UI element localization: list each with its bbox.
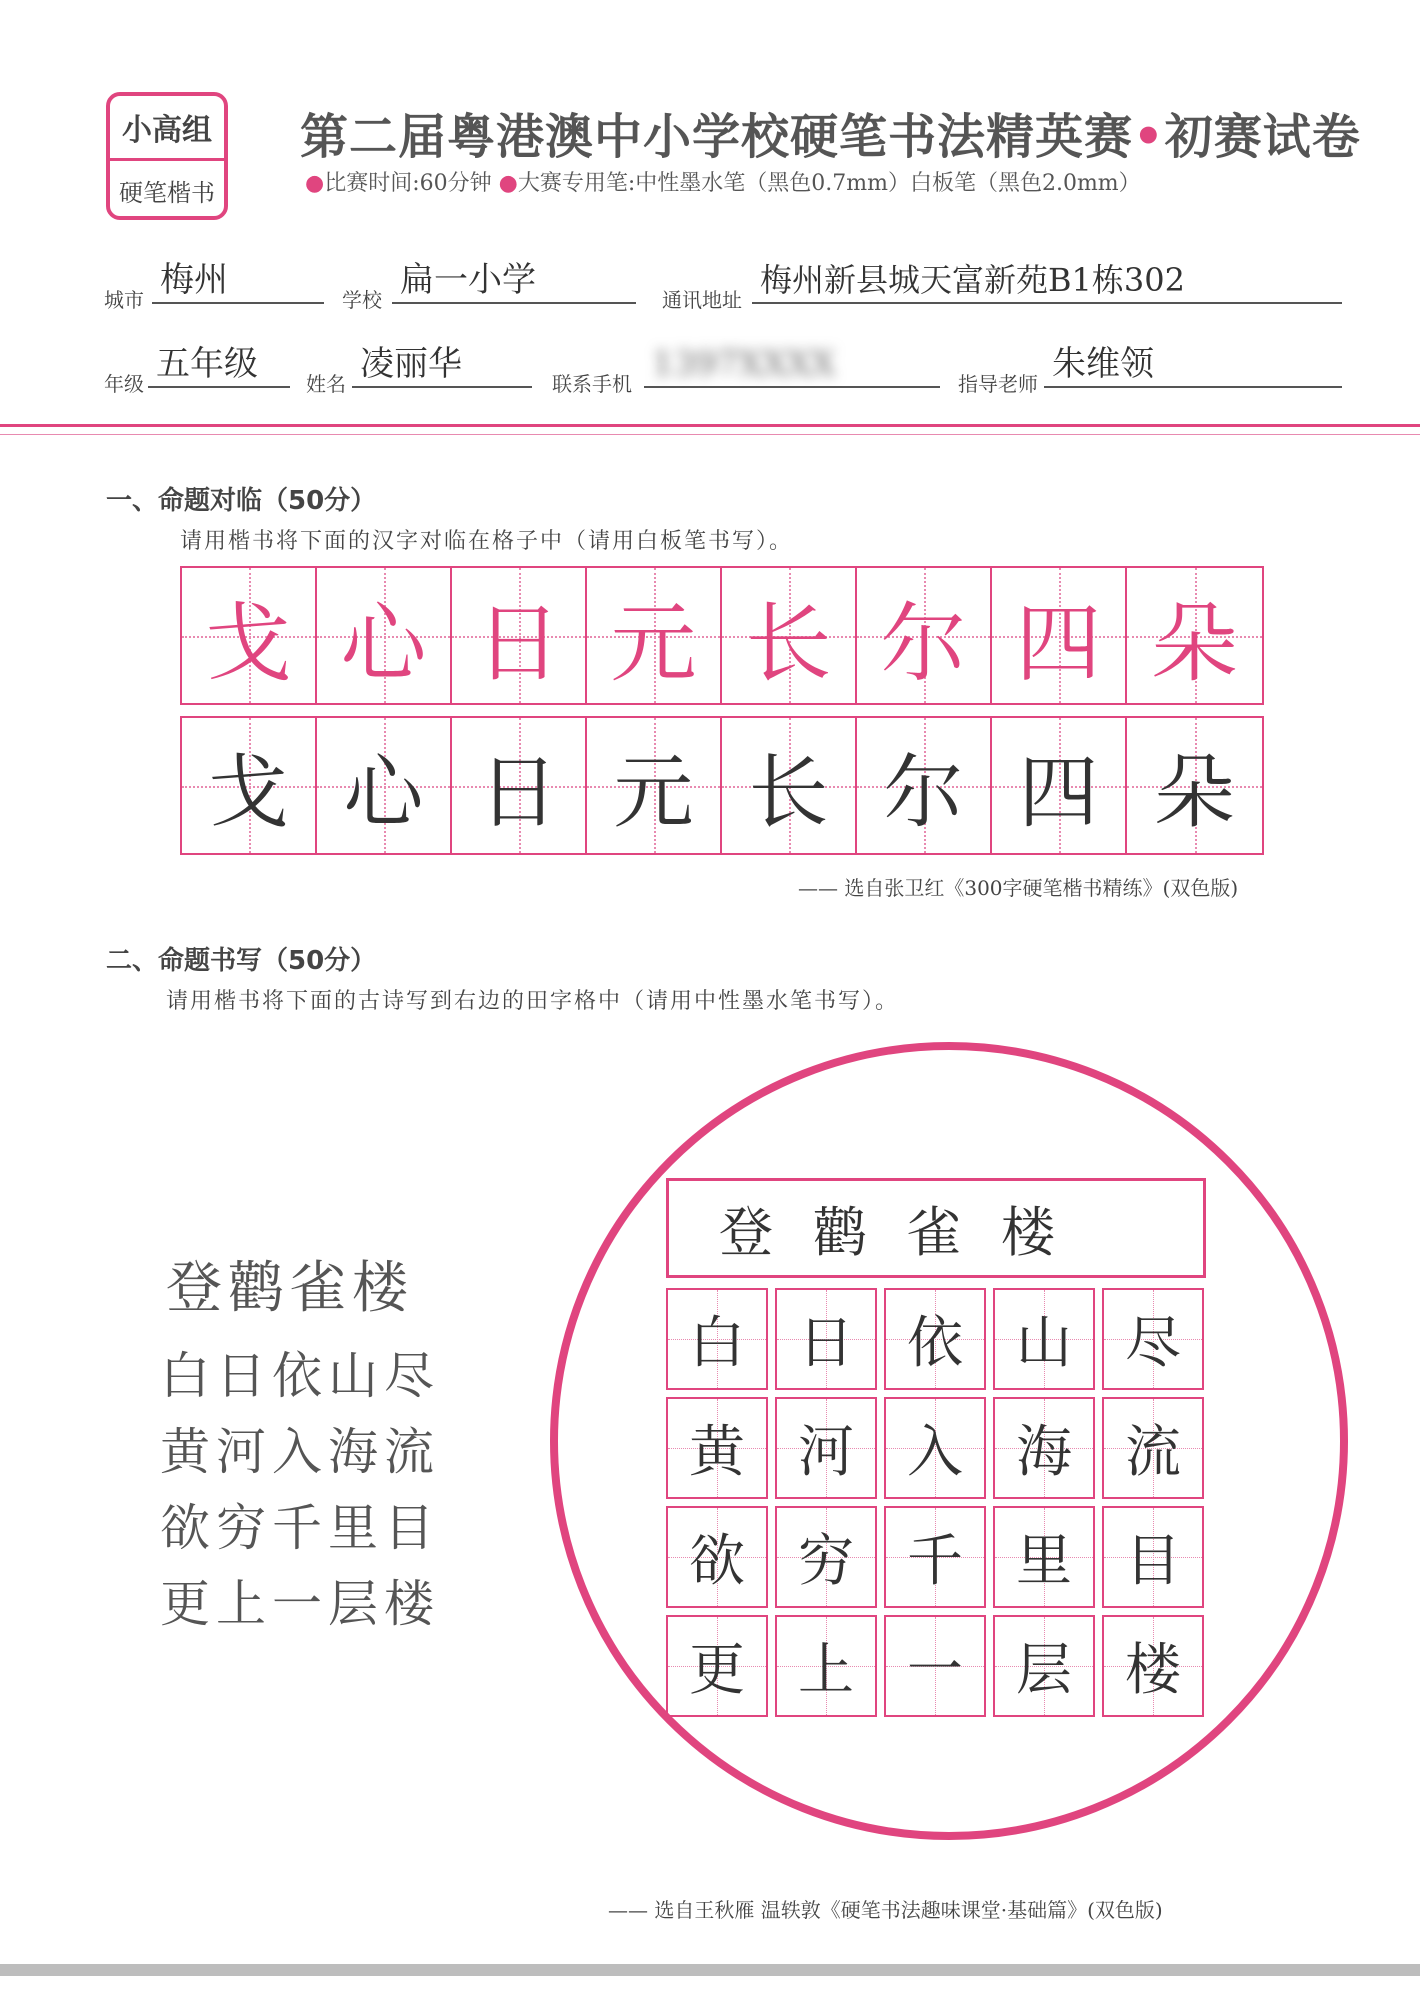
poem-line: 白日依山尽 xyxy=(160,1347,440,1405)
phone-label: 联系手机 xyxy=(552,372,632,396)
badge-style: 硬笔楷书 xyxy=(119,178,215,207)
grid-cell[interactable]: 尽 xyxy=(1102,1288,1204,1390)
model-char-cell: 朵 xyxy=(1127,568,1262,703)
copy-char-cell[interactable]: 尔 xyxy=(857,718,992,853)
grid-cell[interactable]: 更 xyxy=(666,1615,768,1717)
grid-cell[interactable]: 河 xyxy=(775,1397,877,1499)
model-char-grid xyxy=(180,566,1264,705)
address-field[interactable]: 梅州新县城天富新苑B1栋302 xyxy=(752,258,1342,304)
poem-line: 更上一层楼 xyxy=(160,1575,440,1633)
copy-char-cell[interactable]: 戈 xyxy=(182,718,317,853)
header-divider xyxy=(0,424,1420,427)
written-title-box[interactable]: 登鹳雀楼 xyxy=(666,1178,1206,1278)
time-info: 比赛时间:60分钟 xyxy=(324,171,492,196)
model-char-cell: 心 xyxy=(317,568,452,703)
grid-cell[interactable]: 入 xyxy=(884,1397,986,1499)
grade-label: 年级 xyxy=(104,372,144,396)
title-main: 第二届粤港澳中小学校硬笔书法精英赛 xyxy=(300,109,1134,165)
name-label: 姓名 xyxy=(306,372,346,396)
phone-field[interactable] xyxy=(644,342,940,388)
model-char-cell: 元 xyxy=(587,568,722,703)
bullet-icon: ● xyxy=(498,171,518,196)
city-field[interactable]: 梅州 xyxy=(152,258,324,304)
page-title xyxy=(300,98,1361,167)
grid-cell[interactable]: 白 xyxy=(666,1288,768,1390)
grid-cell[interactable]: 层 xyxy=(993,1615,1095,1717)
copy-char-cell[interactable]: 日 xyxy=(452,718,587,853)
poem-writing-grid[interactable] xyxy=(666,1288,1204,1717)
model-char-cell: 尔 xyxy=(857,568,992,703)
model-char-cell: 长 xyxy=(722,568,857,703)
section2-instruction: 请用楷书将下面的古诗写到右边的田字格中（请用中性墨水笔书写）。 xyxy=(166,989,900,1014)
section1-credit: —— 选自张卫红《300字硬笔楷书精练》(双色版) xyxy=(798,876,1239,900)
exam-info xyxy=(305,166,1141,197)
poem-line: 欲穷千里目 xyxy=(160,1499,440,1557)
address-label: 通讯地址 xyxy=(662,288,742,312)
grid-cell[interactable]: 海 xyxy=(993,1397,1095,1499)
model-char-cell: 四 xyxy=(992,568,1127,703)
section2-credit: —— 选自王秋雁 温轶敦《硬笔书法趣味课堂·基础篇》(双色版) xyxy=(608,1898,1163,1922)
grid-cell[interactable]: 日 xyxy=(775,1288,877,1390)
teacher-label: 指导老师 xyxy=(958,372,1038,396)
grid-cell[interactable]: 黄 xyxy=(666,1397,768,1499)
section1-heading: 一、命题对临（50分） xyxy=(106,486,377,516)
grid-cell[interactable]: 里 xyxy=(993,1506,1095,1608)
header-divider-thin xyxy=(0,434,1420,435)
school-label: 学校 xyxy=(342,288,382,312)
grid-cell[interactable]: 一 xyxy=(884,1615,986,1717)
badge-group: 小高组 xyxy=(110,96,224,161)
grid-cell[interactable]: 山 xyxy=(993,1288,1095,1390)
grid-cell[interactable]: 目 xyxy=(1102,1506,1204,1608)
grid-cell[interactable]: 依 xyxy=(884,1288,986,1390)
teacher-field[interactable]: 朱维领 xyxy=(1044,342,1342,388)
phone-value-blurred: 1397XXXX xyxy=(652,344,836,384)
grid-cell[interactable]: 欲 xyxy=(666,1506,768,1608)
title-separator: • xyxy=(1133,109,1165,165)
city-label: 城市 xyxy=(104,288,144,312)
page-bottom-edge xyxy=(0,1964,1420,1976)
copy-char-cell[interactable]: 朵 xyxy=(1127,718,1262,853)
grid-cell[interactable]: 楼 xyxy=(1102,1615,1204,1717)
section1-instruction: 请用楷书将下面的汉字对临在格子中（请用白板笔书写）。 xyxy=(180,529,794,554)
section2-heading: 二、命题书写（50分） xyxy=(106,946,377,976)
title-tail: 初赛试卷 xyxy=(1164,109,1361,165)
grid-cell[interactable]: 上 xyxy=(775,1615,877,1717)
model-char-cell: 日 xyxy=(452,568,587,703)
model-char-cell: 戈 xyxy=(182,568,317,703)
copy-char-cell[interactable]: 四 xyxy=(992,718,1127,853)
group-badge xyxy=(106,92,228,220)
grid-cell[interactable]: 穷 xyxy=(775,1506,877,1608)
copy-char-grid[interactable] xyxy=(180,716,1264,855)
copy-char-cell[interactable]: 长 xyxy=(722,718,857,853)
copy-char-cell[interactable]: 元 xyxy=(587,718,722,853)
poem-line: 黄河入海流 xyxy=(160,1423,440,1481)
poem-title: 登鹳雀楼 xyxy=(166,1256,414,1321)
bullet-icon: ● xyxy=(305,171,325,196)
pen-info: 大赛专用笔:中性墨水笔（黑色0.7mm）白板笔（黑色2.0mm） xyxy=(517,171,1141,196)
school-field[interactable]: 扁一小学 xyxy=(392,258,636,304)
name-field[interactable]: 凌丽华 xyxy=(352,342,532,388)
grade-field[interactable]: 五年级 xyxy=(148,342,290,388)
copy-char-cell[interactable]: 心 xyxy=(317,718,452,853)
grid-cell[interactable]: 千 xyxy=(884,1506,986,1608)
grid-cell[interactable]: 流 xyxy=(1102,1397,1204,1499)
